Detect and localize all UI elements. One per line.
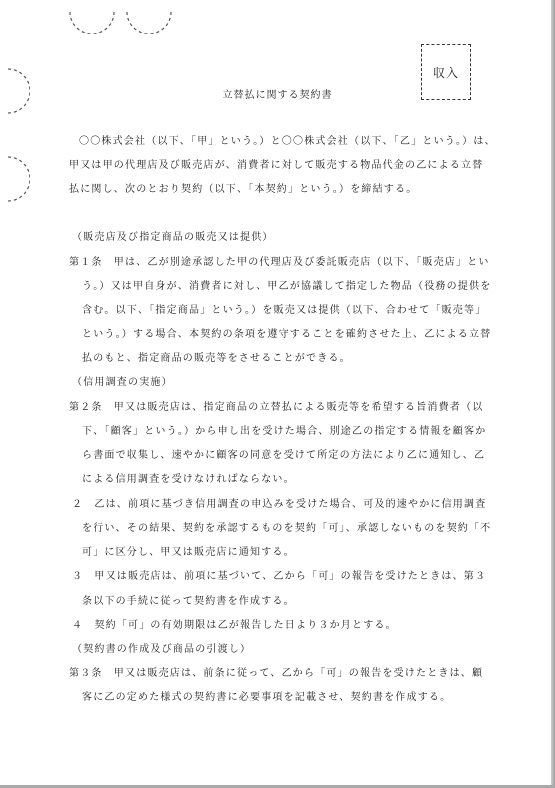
article-line: を行い、その結果、契約を承認するものを契約「可」、承認しないものを契約「不 (82, 523, 492, 534)
article-line: 含む。以下、「指定商品」という。）を販売又は提供（以下、合わせて「販売等」 (82, 305, 487, 316)
article-line: 客に乙の定めた様式の契約書に必要事項を記載させ、契約書を作成する。 (82, 692, 452, 703)
section-heading: （信用調査の実施） (72, 377, 173, 388)
article-line: ら書面で収集し、速やかに顧客の同意を受けて所定の方法により乙に通知し、乙 (82, 450, 486, 461)
article-line: 払のもと、指定商品の販売等をさせることができる。 (82, 353, 351, 364)
article-line: 下、「顧客」という。）から申し出を受けた場合、別途乙の指定する情報を顧客か (82, 426, 487, 437)
article-line: による信用調査を受けなければならない。 (82, 474, 295, 485)
section-heading: （販売店及び指定商品の販売又は提供） (72, 232, 274, 243)
body-line: 〇〇株式会社（以下、「甲」という。）と〇〇株式会社（以下、「乙」という。）は、 (79, 136, 496, 147)
article-line: う。）又は甲自身が、消費者に対し、甲乙が協議して指定した物品（役務の提供を (82, 281, 492, 292)
body-line: 甲又は甲の代理店及び販売店が、消費者に対して販売する物品代金の乙による立替 (69, 160, 484, 171)
article-line: 第２条 甲又は販売店は、指定商品の立替払による販売等を希望する旨消費者（以 (69, 402, 484, 413)
revenue-stamp-label: 収入 (432, 65, 459, 80)
article-line: 条以下の手続に従って契約書を作成する。 (82, 596, 295, 607)
punch-hole-left-lower-icon (0, 153, 30, 205)
article-line: 第３条 甲又は販売店は、前条に従って、乙から「可」の報告を受けたときは、顧 (69, 668, 484, 679)
page-edge-right (551, 0, 555, 788)
punch-hole-top-right-icon (123, 0, 175, 34)
article-line: ２ 乙は、前項に基づき信用調査の申込みを受けた場合、可及的速やかに信用調査 (72, 499, 487, 510)
article-line: ３ 甲又は販売店は、前項に基づいて、乙から「可」の報告を受けたときは、第３ (72, 571, 487, 582)
article-line: 第１条 甲は、乙が別途承認した甲の代理店及び委託販売店（以下、「販売店」とい (69, 257, 490, 268)
document-title: 立替払に関する契約書 (222, 90, 333, 101)
article-line: という。）する場合、本契約の条項を遵守することを確約させた上、乙による立替 (82, 329, 492, 340)
article-line: ４ 契約「可」の有効期限は乙が報告した日より３か月とする。 (72, 620, 397, 631)
punch-hole-top-left-icon (66, 0, 118, 34)
article-line: 可」に区分し、甲又は販売店に通知する。 (82, 547, 295, 558)
section-heading: （契約書の作成及び商品の引渡し） (72, 644, 252, 655)
body-line: 払に関し、次のとおり契約（以下、「本契約」という。）を締結する。 (69, 184, 418, 195)
